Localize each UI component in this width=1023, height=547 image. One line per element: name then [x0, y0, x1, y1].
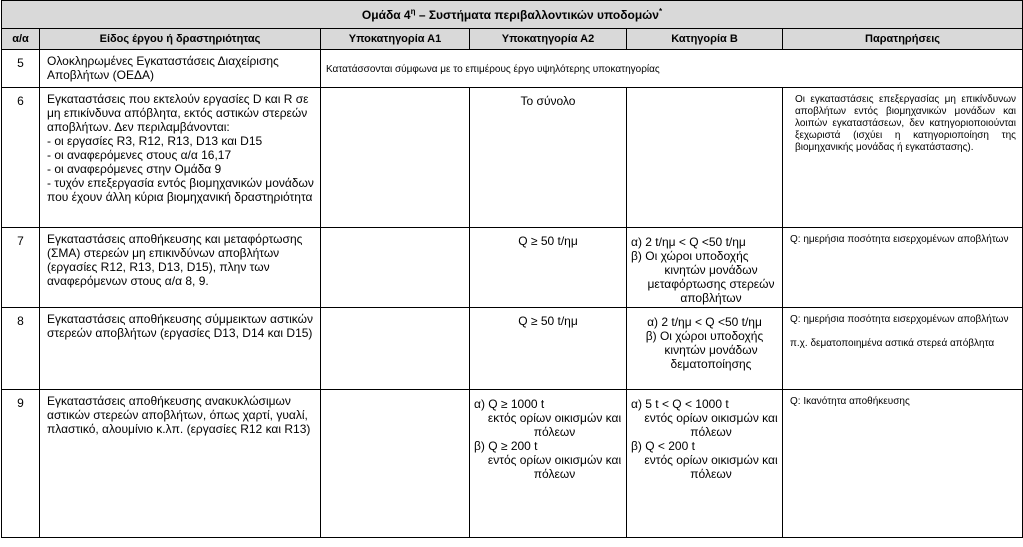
row-number: 9 [2, 390, 40, 538]
row-number: 6 [2, 88, 40, 228]
table-row [2, 50, 1023, 88]
header-aa: α/α [2, 29, 40, 50]
cell-a1 [321, 228, 470, 308]
row-span-text: Κατατάσσονται σύμφωνα με το επιμέρους έργο υψηλότερης υποκατηγορίας [321, 50, 1023, 88]
cell-b: α) 2 t/ημ < Q <50 t/ημ β) Οι χώροι υποδοχής κινητών μονάδων δεματοποίησης [627, 308, 783, 390]
cell-b: α) 2 t/ημ < Q <50 t/ημ β) Οι χώροι υποδοχής κινητών μονάδων μεταφόρτωσης στερεών αποβλήτων [627, 228, 783, 308]
row-description: Εγκαταστάσεις αποθήκευσης σύμμεικτων αστικών στερεών αποβλήτων (εργασίες D13, D14 και D15) [40, 308, 321, 390]
cell-notes: Q: ημερήσια ποσότητα εισερχομένων αποβλήτων [783, 228, 1023, 308]
cell-a1 [321, 88, 470, 228]
row-description: Εγκαταστάσεις αποθήκευσης και μεταφόρτωσης (ΣΜΑ) στερεών μη επικινδύνων αποβλήτων (εργασίες R12, R13, D13, D15), πλην των αναφερόμενων στους α/α 8, 9. [40, 228, 321, 308]
cell-a1 [321, 308, 470, 390]
cell-b [627, 88, 783, 228]
cell-a1 [321, 390, 470, 538]
row-description: Ολοκληρωμένες Εγκαταστάσεις Διαχείρισης Αποβλήτων (ΟΕΔΑ) [40, 50, 321, 88]
row-number: 8 [2, 308, 40, 390]
row-description: Εγκαταστάσεις που εκτελούν εργασίες D και R σε μη επικίνδυνα απόβλητα, εκτός αστικών στερεών αποβλήτων. Δεν περιλαμβάνονται: - οι εργασίες R3, R12, R13, D13 και D15 - οι αναφερόμενες στους α/α 16,17 - οι αναφερόμενες στην Ομάδα 9 - τυχόν επεξεργασία εντός βιομηχανικών μονάδων που έχουν άλλη κύρια βιομηχανική δραστηριότητα [40, 88, 321, 228]
cell-notes: Q: Ικανότητα αποθήκευσης [783, 390, 1023, 538]
header-b: Κατηγορία Β [627, 29, 783, 50]
environmental-infrastructure-table [1, 0, 1023, 538]
header-a2: Υποκατηγορία Α2 [470, 29, 627, 50]
table-row [2, 228, 1023, 308]
cell-a2: Το σύνολο [470, 88, 627, 228]
cell-notes: Οι εγκαταστάσεις επεξεργασίας μη επικίνδυνων αποβλήτων εντός βιομηχανικών μονάδων και λοιπών εγκαταστάσεων, δεν κατηγοριοποιούνται ξεχωριστά (ισχύει η κατηγοριοποίηση της βιομηχανικής μονάδας ή εγκατάστασης). [783, 88, 1023, 228]
row-number: 5 [2, 50, 40, 88]
cell-a2: Q ≥ 50 t/ημ [470, 228, 627, 308]
row-description: Εγκαταστάσεις αποθήκευσης ανακυκλώσιμων αστικών στερεών αποβλήτων, όπως χαρτί, γυαλί, πλαστικό, αλουμίνιο κ.λπ. (εργασίες R12 και R13) [40, 390, 321, 538]
table-title: Ομάδα $4^\eta$ – Συστήματα περιβαλλοντικών υποδομών* [2, 1, 1023, 29]
row-number: 7 [2, 228, 40, 308]
header-a1: Υποκατηγορία Α1 [321, 29, 470, 50]
table-row [2, 390, 1023, 538]
table-row [2, 88, 1023, 228]
cell-a2: α) Q ≥ 1000 t εκτός ορίων οικισμών και πόλεων β) Q ≥ 200 t εντός ορίων οικισμών και πόλεων [470, 390, 627, 538]
header-notes: Παρατηρήσεις [783, 29, 1023, 50]
header-type: Είδος έργου ή δραστηριότητας [40, 29, 321, 50]
cell-b: α) 5 t < Q < 1000 t εντός ορίων οικισμών και πόλεων β) Q < 200 t εντός ορίων οικισμών και πόλεων [627, 390, 783, 538]
cell-a2: Q ≥ 50 t/ημ [470, 308, 627, 390]
cell-notes: Q: ημερήσια ποσότητα εισερχομένων αποβλήτων π.χ. δεματοποιημένα αστικά στερεά απόβλητα [783, 308, 1023, 390]
table-row [2, 308, 1023, 390]
